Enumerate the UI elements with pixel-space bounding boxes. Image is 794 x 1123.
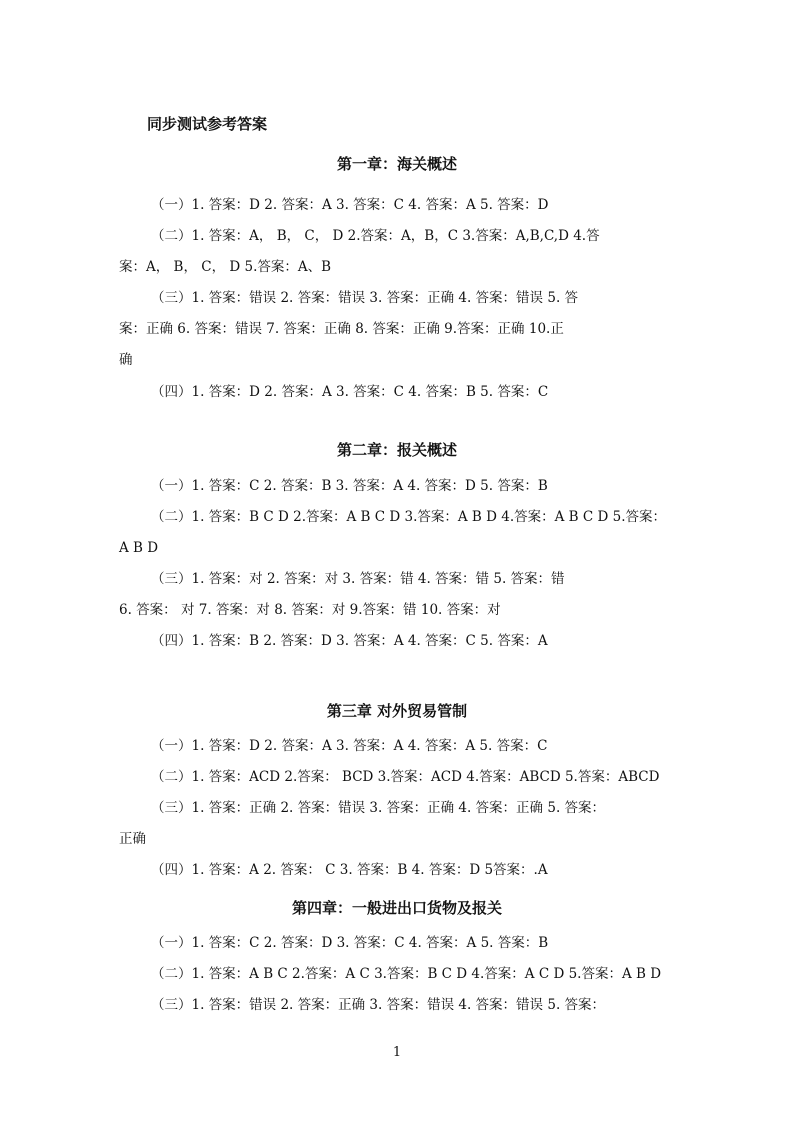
answer-line: （三）1. 答案：对 2. 答案：对 3. 答案：错 4. 答案：错 5. 答案：错 bbox=[151, 571, 565, 587]
answer-line: 正确 bbox=[119, 831, 146, 847]
answer-line: （二）1. 答案：B C D 2.答案：A B C D 3.答案：A B D 4.答案：A B C D 5.答案： bbox=[151, 509, 666, 525]
answer-line: 案：正确 6. 答案：错误 7. 答案：正确 8. 答案：正确 9.答案：正确 10.正 bbox=[119, 321, 564, 337]
answer-line: （三）1. 答案：错误 2. 答案：错误 3. 答案：正确 4. 答案：错误 5. 答 bbox=[151, 290, 579, 306]
answer-line: （一）1. 答案：D 2. 答案：A 3. 答案：C 4. 答案：A 5. 答案：D bbox=[151, 197, 549, 213]
answer-line: 案：A， B， C， D 5.答案：A、B bbox=[119, 259, 332, 275]
answer-line: （一）1. 答案：C 2. 答案：D 3. 答案：C 4. 答案：A 5. 答案：B bbox=[151, 935, 549, 951]
answer-line: （二）1. 答案：ACD 2.答案： BCD 3.答案：ACD 4.答案：ABCD 5.答案：ABCD bbox=[151, 769, 660, 785]
answer-line: 确 bbox=[119, 352, 133, 368]
answer-line: （一）1. 答案：D 2. 答案：A 3. 答案：A 4. 答案：A 5. 答案：C bbox=[151, 738, 548, 754]
answer-line: （四）1. 答案：A 2. 答案： C 3. 答案：B 4. 答案：D 5答案：.A bbox=[151, 862, 548, 878]
answer-line: （四）1. 答案：B 2. 答案：D 3. 答案：A 4. 答案：C 5. 答案：A bbox=[151, 633, 548, 649]
answer-line: （三）1. 答案：正确 2. 答案：错误 3. 答案：正确 4. 答案：正确 5. 答案： bbox=[151, 800, 606, 816]
chapter-2-title: 第二章：报关概述 bbox=[336, 441, 457, 459]
page-number: 1 bbox=[392, 1045, 402, 1060]
answer-line: （三）1. 答案：错误 2. 答案：正确 3. 答案：错误 4. 答案：错误 5. 答案： bbox=[151, 997, 606, 1013]
answer-line: （二）1. 答案：A， B， C， D 2.答案：A，B，C 3.答案：A,B,C,D 4.答 bbox=[151, 228, 600, 244]
answer-line: 6. 答案： 对 7. 答案：对 8. 答案：对 9.答案：错 10. 答案：对 bbox=[119, 602, 501, 618]
chapter-3-title: 第三章 对外贸易管制 bbox=[326, 702, 468, 720]
answer-line: A B D bbox=[119, 540, 159, 556]
document-title: 同步测试参考答案 bbox=[147, 115, 268, 133]
answer-line: （二）1. 答案：A B C 2.答案：A C 3.答案：B C D 4.答案：A C D 5.答案：A B D bbox=[151, 966, 662, 982]
chapter-4-title: 第四章：一般进出口货物及报关 bbox=[291, 899, 502, 917]
answer-line: （四）1. 答案：D 2. 答案：A 3. 答案：C 4. 答案：B 5. 答案：C bbox=[151, 384, 549, 400]
chapter-1-title: 第一章：海关概述 bbox=[336, 155, 457, 173]
answer-line: （一）1. 答案：C 2. 答案：B 3. 答案：A 4. 答案：D 5. 答案：B bbox=[151, 478, 548, 494]
